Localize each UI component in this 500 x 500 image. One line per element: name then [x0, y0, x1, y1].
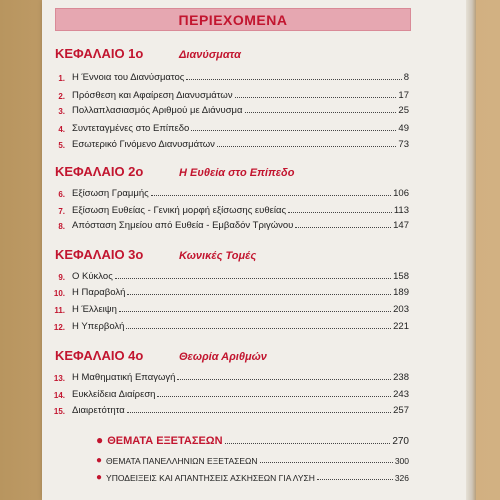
entry-title: ΘΕΜΑΤΑ ΠΑΝΕΛΛΗΝΙΩΝ ΕΞΕΤΑΣΕΩΝ	[106, 456, 258, 466]
entry-page: 17	[398, 90, 409, 101]
bullet-icon: ●	[96, 433, 104, 447]
toc-exam-entry[interactable]	[96, 432, 409, 447]
chapter-label: ΚΕΦΑΛΑΙΟ 4ο	[55, 348, 144, 363]
contents-title-bar	[55, 8, 411, 31]
entry-title: Πολλαπλασιασμός Αριθμού με Διάνυσμα	[72, 105, 243, 116]
entry-title: Πρόσθεση και Αφαίρεση Διανυσμάτων	[72, 90, 233, 101]
leader-dots	[151, 195, 391, 196]
toc-entry[interactable]	[50, 202, 409, 216]
entry-page: 243	[393, 389, 409, 400]
toc-entry[interactable]	[50, 318, 409, 332]
leader-dots	[235, 97, 397, 98]
toc-exam-entry[interactable]	[96, 468, 409, 483]
entry-number: 6.	[58, 190, 65, 199]
leader-dots	[245, 112, 397, 113]
entry-number: 14.	[53, 391, 65, 400]
entry-title: Απόσταση Σημείου από Ευθεία - Εμβαδόν Τριγώνου	[72, 220, 294, 231]
entry-page: 158	[393, 271, 409, 282]
entry-title: Η Υπερβολή	[72, 321, 125, 332]
entry-page: 270	[392, 436, 409, 447]
toc-entry[interactable]	[50, 268, 409, 282]
entry-title: Η Μαθηματική Επαγωγή	[72, 372, 176, 383]
toc-entry[interactable]	[50, 102, 409, 116]
entry-number: 15.	[53, 407, 65, 416]
entry-title: ΘΕΜΑΤΑ ΕΞΕΤΑΣΕΩΝ	[107, 435, 223, 447]
chapter-label: ΚΕΦΑΛΑΙΟ 3ο	[55, 247, 144, 262]
leader-dots	[177, 379, 391, 380]
chapter-heading-2	[55, 164, 295, 179]
toc-entry[interactable]	[50, 386, 409, 400]
leader-dots	[225, 443, 391, 444]
toc-entry[interactable]	[50, 301, 409, 315]
toc-entry[interactable]	[50, 69, 409, 83]
entry-title: Η Παραβολή	[72, 287, 126, 298]
contents-title: ΠΕΡΙΕΧΟΜΕΝΑ	[178, 11, 288, 28]
chapter-title: Η Ευθεία στο Επίπεδο	[179, 167, 295, 179]
entry-number: 10.	[53, 289, 65, 298]
entry-page: 189	[393, 287, 409, 298]
entry-number: 3.	[58, 107, 65, 116]
chapter-heading-3	[55, 247, 256, 262]
entry-number: 11.	[54, 306, 65, 315]
entry-page: 238	[393, 372, 409, 383]
leader-dots	[127, 412, 391, 413]
toc-entry[interactable]	[50, 284, 409, 298]
entry-page: 106	[393, 188, 409, 199]
leader-dots	[295, 227, 391, 228]
entry-title: Διαιρετότητα	[72, 405, 125, 416]
leader-dots	[157, 396, 391, 397]
entry-page: 300	[394, 456, 409, 466]
entry-page: 113	[393, 205, 409, 216]
entry-title: Εξίσωση Γραμμής	[72, 188, 149, 199]
chapter-title: Θεωρία Αριθμών	[179, 351, 267, 363]
leader-dots	[288, 212, 392, 213]
entry-page: 257	[393, 405, 409, 416]
toc-entry[interactable]	[50, 120, 409, 134]
entry-number: 2.	[58, 92, 65, 101]
toc-entry[interactable]	[50, 136, 409, 150]
chapter-heading-1	[55, 46, 241, 61]
chapter-label: ΚΕΦΑΛΑΙΟ 2ο	[55, 164, 144, 179]
entry-title: Η Έλλειψη	[72, 304, 117, 315]
chapter-title: Κωνικές Τομές	[179, 250, 257, 262]
entry-title: Συντεταγμένες στο Επίπεδο	[72, 123, 190, 134]
entry-title: Ο Κύκλος	[72, 271, 113, 282]
leader-dots	[126, 328, 391, 329]
entry-page: 147	[393, 220, 409, 231]
entry-number: 4.	[58, 125, 65, 134]
leader-dots	[115, 278, 391, 279]
entry-number: 9.	[58, 273, 65, 282]
toc-exam-entry[interactable]	[96, 451, 409, 466]
entry-page: 73	[398, 139, 409, 150]
toc-entry[interactable]	[50, 369, 409, 383]
entry-title: Η Έννοια του Διανύσματος	[72, 72, 185, 83]
leader-dots	[186, 79, 401, 80]
toc-entry[interactable]	[50, 87, 409, 101]
entry-page: 326	[394, 473, 409, 483]
bullet-icon: ●	[96, 472, 103, 483]
entry-page: 8	[403, 72, 409, 83]
entry-page: 49	[398, 123, 409, 134]
bullet-icon: ●	[96, 455, 103, 466]
entry-number: 13.	[53, 374, 65, 383]
leader-dots	[119, 311, 391, 312]
entry-number: 1.	[58, 74, 65, 83]
entry-page: 203	[393, 304, 409, 315]
page-edge	[466, 0, 476, 500]
entry-title: ΥΠΟΔΕΙΞΕΙΣ ΚΑΙ ΑΠΑΝΤΗΣΕΙΣ ΑΣΚΗΣΕΩΝ ΓΙΑ ΛΥΣΗ	[106, 473, 315, 483]
toc-entry[interactable]	[50, 217, 409, 231]
entry-page: 25	[398, 105, 409, 116]
entry-title: Εξίσωση Ευθείας - Γενική μορφή εξίσωσης ευθείας	[72, 205, 287, 216]
entry-number: 5.	[58, 141, 65, 150]
chapter-label: ΚΕΦΑΛΑΙΟ 1ο	[55, 46, 144, 61]
entry-title: Εσωτερικό Γινόμενο Διανυσμάτων	[72, 139, 215, 150]
chapter-heading-4	[55, 348, 267, 363]
leader-dots	[127, 294, 391, 295]
leader-dots	[260, 462, 393, 463]
toc-entry[interactable]	[50, 185, 409, 199]
entry-number: 8.	[58, 222, 65, 231]
leader-dots	[317, 479, 393, 480]
toc-entry[interactable]	[50, 402, 409, 416]
entry-number: 7.	[58, 207, 65, 216]
chapter-title: Διανύσματα	[179, 49, 241, 61]
leader-dots	[191, 130, 396, 131]
entry-title: Ευκλείδεια Διαίρεση	[72, 389, 156, 400]
entry-page: 221	[393, 321, 409, 332]
entry-number: 12.	[53, 323, 65, 332]
leader-dots	[217, 146, 397, 147]
